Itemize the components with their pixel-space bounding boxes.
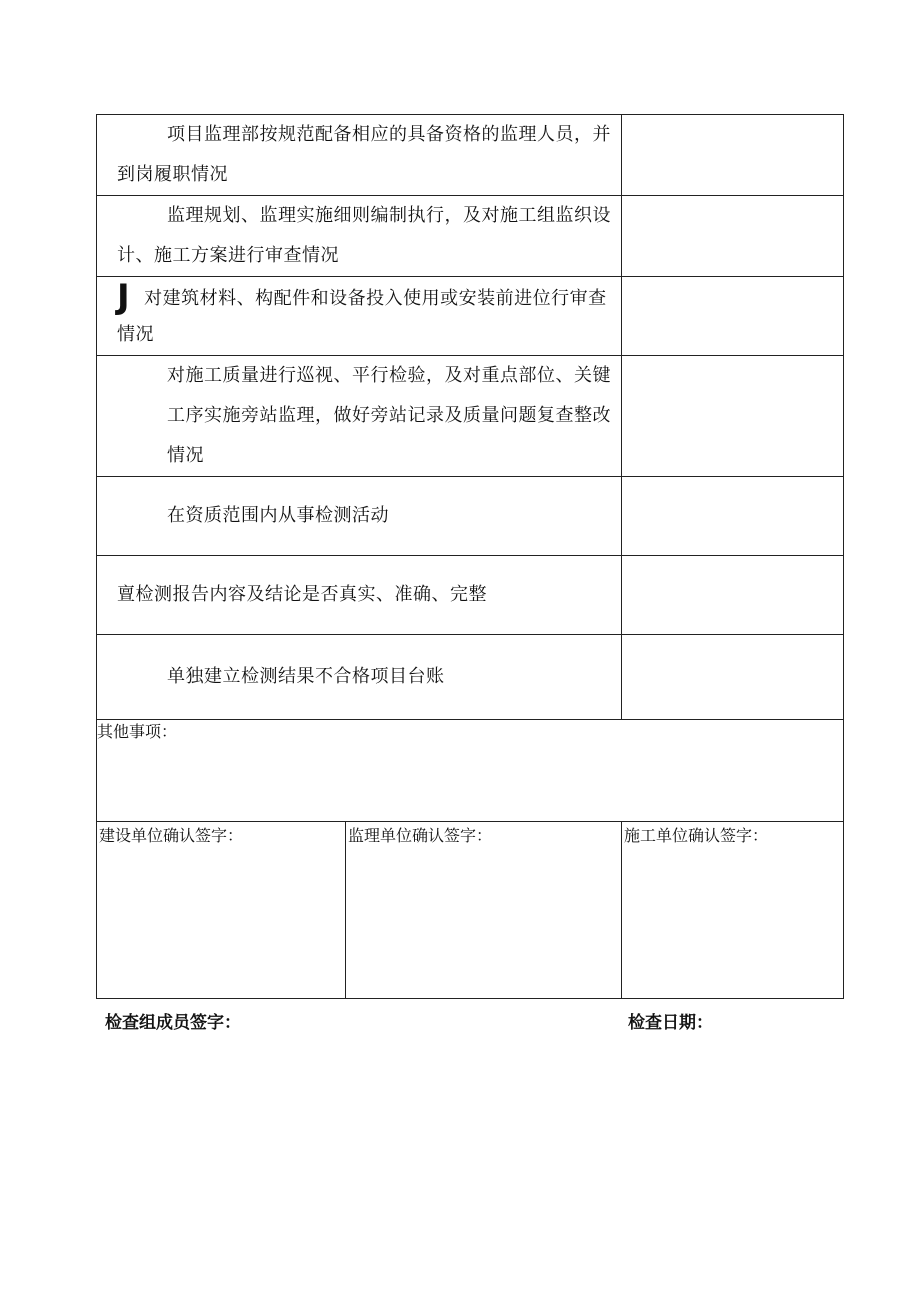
item-cell xyxy=(97,115,622,196)
construction-unit-signature-label: 建设单位确认签字： xyxy=(99,826,244,845)
table-row xyxy=(97,115,844,196)
contractor-unit-signature-cell[interactable] xyxy=(622,822,844,999)
j-mark: J xyxy=(117,277,131,317)
item-text: 监理规划、监理实施细则编制执行，及对施工组监织设计、施工方案进行审查情况 xyxy=(117,205,611,266)
item-text: 在资质范围内从事检测活动 xyxy=(167,505,389,526)
item-result-cell[interactable] xyxy=(622,477,844,556)
item-text: 项目监理部按规范配备相应的具备资格的监理人员，并到岗履职情况 xyxy=(117,124,611,185)
item-result-cell[interactable] xyxy=(622,196,844,277)
table-row xyxy=(97,277,844,356)
other-matters-row xyxy=(97,720,844,822)
table-row xyxy=(97,356,844,477)
item-cell xyxy=(97,635,622,720)
item-text: 单独建立检测结果不合格项目台账 xyxy=(167,666,445,687)
inspection-form xyxy=(96,114,843,999)
supervision-unit-signature-label: 监理单位确认签字： xyxy=(348,826,493,845)
item-text: 亶检测报告内容及结论是否真实、准确、完整 xyxy=(117,584,487,605)
signature-row xyxy=(97,822,844,999)
item-text: 对建筑材料、构配件和设备投入使用或安装前进位行审查情况 xyxy=(117,288,607,345)
item-cell xyxy=(97,556,622,635)
inspectors-signature-label: 检查组成员签字： xyxy=(105,1013,241,1033)
item-cell xyxy=(97,196,622,277)
item-result-cell[interactable] xyxy=(622,635,844,720)
other-matters-cell[interactable] xyxy=(97,720,844,822)
inspection-table xyxy=(96,114,844,999)
item-result-cell[interactable] xyxy=(622,277,844,356)
table-row xyxy=(97,556,844,635)
item-cell xyxy=(97,277,622,356)
item-result-cell[interactable] xyxy=(622,115,844,196)
construction-unit-signature-cell[interactable] xyxy=(97,822,346,999)
item-text-container xyxy=(97,279,621,353)
table-row xyxy=(97,196,844,277)
other-matters-label: 其他事项： xyxy=(97,722,178,741)
inspection-date-label: 检查日期： xyxy=(628,1013,713,1033)
contractor-unit-signature-label: 施工单位确认签字： xyxy=(624,826,769,845)
table-row xyxy=(97,635,844,720)
supervision-unit-signature-cell[interactable] xyxy=(346,822,622,999)
item-cell xyxy=(97,477,622,556)
table-row xyxy=(97,477,844,556)
item-result-cell[interactable] xyxy=(622,556,844,635)
item-cell xyxy=(97,356,622,477)
item-result-cell[interactable] xyxy=(622,356,844,477)
item-text: 对施工质量进行巡视、平行检验，及对重点部位、关键工序实施旁站监理，做好旁站记录及质量问题复查整改情况 xyxy=(167,365,611,466)
